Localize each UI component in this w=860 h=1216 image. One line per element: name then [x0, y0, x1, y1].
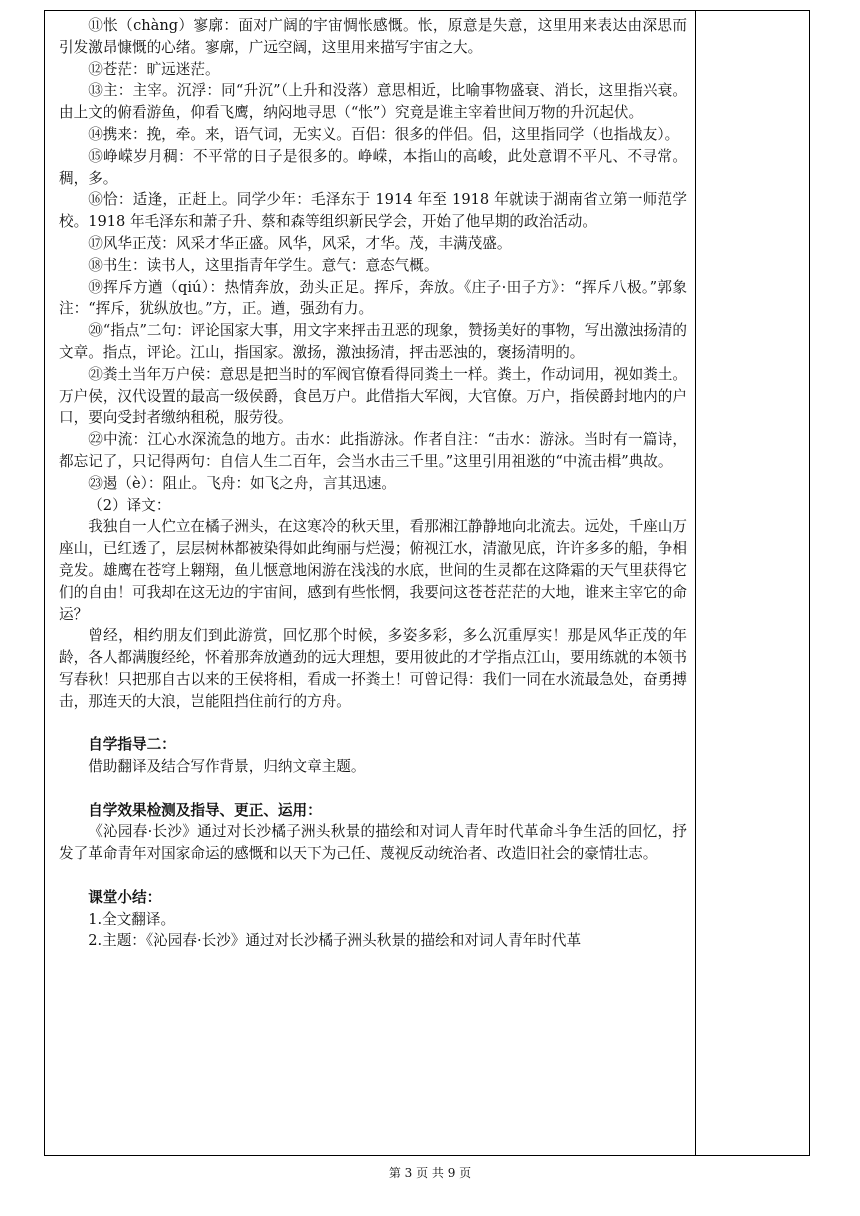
note-13: ⑬主：主宰。沉浮：同“升沉”（上升和没落）意思相近，比喻事物盛衰、消长，这里指兴衰。由上文的俯看游鱼，仰看飞鹰，纳闷地寻思（“怅”）究竟是谁主宰着世间万物的升沉起伏。: [59, 82, 687, 122]
page-footer: 第 3 页 共 9 页: [388, 1166, 472, 1180]
column-divider: [695, 11, 696, 1155]
note-20: ⑳“指点”二句：评论国家大事，用文字来抨击丑恶的现象，赞扬美好的事物，写出激浊扬清的文章。指点，评论。江山，指国家。激扬，激浊扬清，抨击恶浊的，褒扬清明的。: [59, 322, 687, 361]
translation-label: （2）译文：: [88, 496, 171, 514]
main-content-cell: [59, 15, 687, 952]
note-11: ⑪怅（chàng）寥廓：面对广阔的宇宙惆怅感慨。怅，原意是失意，这里用来表达由深思而引发激昂慷慨的心绪。寥廓，广远空阔，这里用来描写宇宙之大。: [59, 17, 687, 56]
spacer: [59, 778, 687, 800]
note-21: ㉑粪土当年万户侯：意思是把当时的军阀官僚看得同粪土一样。粪土，作动词用，视如粪土。万户侯，汉代设置的最高一级侯爵，食邑万户。此借指大军阀，大官僚。万户，指侯爵封地内的户口，要向受封者缴纳租税，服劳役。: [59, 365, 687, 427]
note-12: ⑫苍茫：旷远迷茫。: [88, 60, 220, 78]
translation-paragraph-1: 我独自一人伫立在橘子洲头，在这寒冷的秋天里，看那湘江静静地向北流去。远处，千座山万座山，已红透了，层层树林都被染得如此绚丽与烂漫；俯视江水，清澈见底，许许多多的船，争相竞发。雄鹰在苍穹上翱翔，鱼儿惬意地闲游在浅浅的水底，世间的生灵都在这降霜的天气里获得它们的自由！可我却在这无边的宇宙间，感到有些怅惘，我要问这苍苍茫茫的大地，谁来主宰它的命运？: [59, 518, 687, 623]
note-17: ⑰风华正茂：风采才华正盛。风华，风采，才华。茂，丰满茂盛。: [88, 234, 512, 252]
note-18: ⑱书生：读书人，这里指青年学生。意气：意态气概。: [88, 256, 439, 274]
guide2-text: 借助翻译及结合写作背景，归纳文章主题。: [88, 758, 366, 776]
note-15: ⑮峥嵘岁月稠：不平常的日子是很多的。峥嵘，本指山的高峻，此处意谓不平凡、不寻常。稠，多。: [59, 147, 687, 187]
note-14: ⑭携来：挽，牵。来，语气词，无实义。百侣：很多的伴侣。侣，这里指同学（也指战友）。: [88, 125, 680, 143]
note-23: ㉓遏（è）：阻止。飞舟：如飞之舟，言其迅速。: [88, 474, 396, 492]
page-table: [44, 10, 810, 1156]
note-22: ㉒中流：江心水深流急的地方。击水：此指游泳。作者自注：“击水：游泳。当时有一篇诗，都忘记了，只记得两句：自信人生二百年，会当水击三千里。”这里引用祖逖的“中流击楫”典故。: [59, 431, 687, 470]
note-19: ⑲挥斥方遒（qiú）：热情奔放，劲头正足。挥斥，奔放。《庄子·田子方》：“挥斥八极。”郭象注：“挥斥，犹纵放也。”方，正。遒，强劲有力。: [59, 278, 687, 318]
summary-item-2: 2.主题：《沁园春·长沙》通过对长沙橘子洲头秋景的描绘和对词人青年时代革: [88, 932, 582, 950]
translation-paragraph-2: 曾经，相约朋友们到此游赏，回忆那个时候，多姿多彩，多么沉重厚实！那是风华正茂的年龄，各人都满腹经纶，怀着那奔放遒劲的远大理想，要用彼此的才学指点江山，要用练就的本领书写春秋！只把那自古以来的王侯将相，看成一抔粪土！可曾记得：我们一同在水流最急处，奋勇搏击，那连天的大浪，岂能阻挡住前行的方舟。: [59, 627, 687, 710]
guide2-heading: 自学指导二：: [88, 736, 176, 754]
summary-heading: 课堂小结：: [88, 888, 162, 906]
spacer: [59, 865, 687, 887]
check-heading: 自学效果检测及指导、更正、运用：: [88, 801, 322, 819]
spacer: [59, 713, 687, 735]
note-16: ⑯恰：适逢，正赶上。同学少年：毛泽东于 1914 年至 1918 年就读于湖南省立第一师范学校。1918 年毛泽东和萧子升、蔡和森等组织新民学会，开始了他早期的政治活动。: [59, 191, 687, 231]
check-text: 《沁园春·长沙》通过对长沙橘子洲头秋景的描绘和对词人青年时代革命斗争生活的回忆，抒发了革命青年对国家命运的感慨和以天下为己任、蔑视反动统治者、改造旧社会的豪情壮志。: [59, 823, 687, 863]
summary-item-1: 1.全文翻译。: [88, 910, 176, 928]
